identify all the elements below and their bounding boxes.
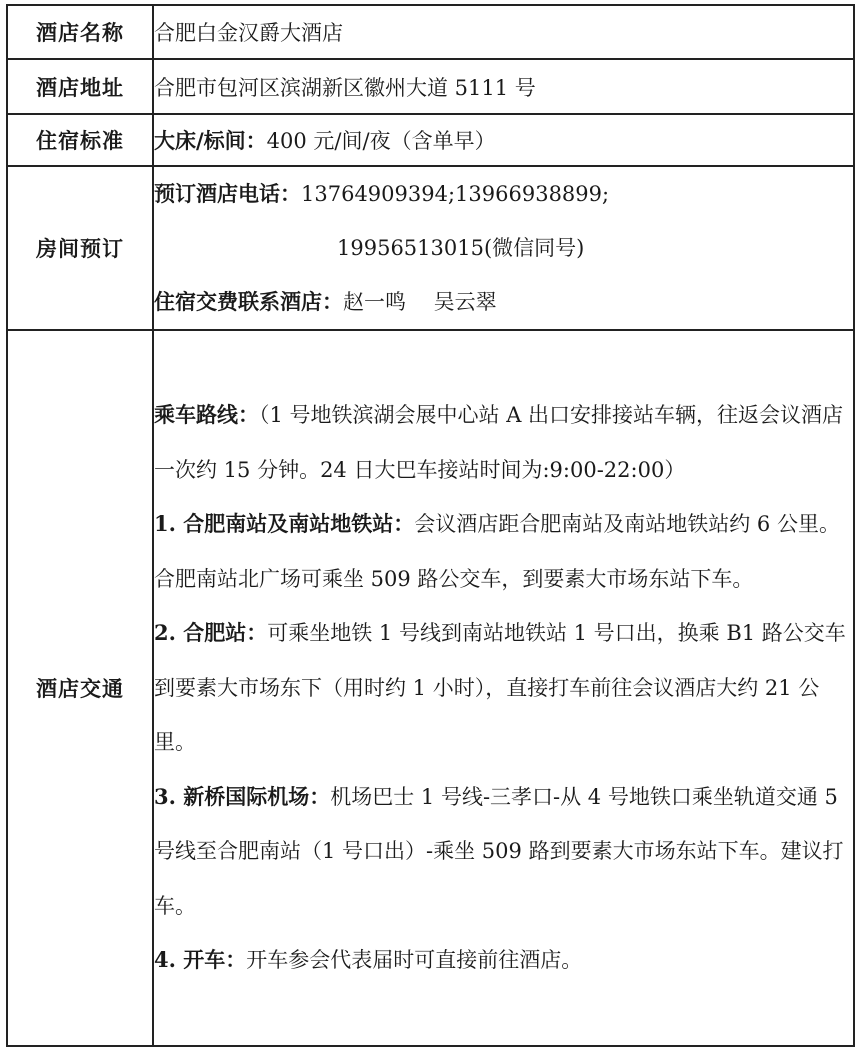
label-room-standard: 住宿标准 <box>7 114 153 166</box>
traffic-route-label: 乘车路线： <box>154 402 259 428</box>
label-hotel-address: 酒店地址 <box>7 59 153 114</box>
label-room-booking: 房间预订 <box>7 166 153 330</box>
value-room-standard <box>153 114 854 166</box>
booking-contact-label: 住宿交费联系酒店： <box>154 289 343 314</box>
row-hotel-address <box>7 59 854 114</box>
label-hotel-name: 酒店名称 <box>7 5 153 59</box>
traffic-item-title: 4. 开车： <box>154 947 247 973</box>
booking-phone-wechat: 19956513015(微信同号) <box>337 236 585 260</box>
value-hotel-name: 合肥白金汉爵大酒店 <box>153 5 854 59</box>
booking-phone-label: 预订酒店电话： <box>154 181 301 206</box>
traffic-item-title: 1. 合肥南站及南站地铁站： <box>154 511 415 537</box>
value-room-booking <box>153 166 854 330</box>
value-hotel-traffic <box>153 330 854 1046</box>
row-room-standard <box>7 114 854 166</box>
traffic-item <box>154 497 853 606</box>
traffic-route <box>154 388 853 497</box>
traffic-item-title: 2. 合肥站： <box>154 620 268 646</box>
traffic-item-text: 可乘坐地铁 1 号线到南站地铁站 1 号口出，换乘 B1 路公交车到要素大市场东下（用时约 1 小时），直接打车前往会议酒店大约 21 公里。 <box>154 621 846 755</box>
row-hotel-traffic <box>7 330 854 1046</box>
row-room-booking <box>7 166 854 330</box>
traffic-route-text: （1 号地铁滨湖会展中心站 A 出口安排接站车辆，往返会议酒店一次约 15 分钟。24 日大巴车接站时间为:9:00-22:00） <box>154 403 844 482</box>
traffic-item-title: 3. 新桥国际机场： <box>154 783 331 809</box>
traffic-item <box>154 770 853 934</box>
row-hotel-name <box>7 5 854 59</box>
value-hotel-address: 合肥市包河区滨湖新区徽州大道 5111 号 <box>153 59 854 114</box>
booking-contact-line <box>154 275 853 329</box>
traffic-item-text: 机场巴士 1 号线-三孝口-从 4 号地铁口乘坐轨道交通 5 号线至合肥南站（1 号口出）-乘坐 509 路到要素大市场东站下车。建议打车。 <box>154 784 844 918</box>
traffic-item-text: 会议酒店距合肥南站及南站地铁站约 6 公里。合肥南站北广场可乘坐 509 路公交车，到要素大市场东站下车。 <box>154 512 840 591</box>
booking-phone-line <box>154 167 853 221</box>
room-price: 400 元/间/夜（含单早） <box>266 129 496 153</box>
traffic-item <box>154 933 853 988</box>
booking-contact-names: 赵一鸣 吴云翠 <box>343 290 497 314</box>
hotel-info-table <box>6 4 855 1047</box>
room-type-label: 大床/标间： <box>154 128 267 153</box>
traffic-item-text: 开车参会代表届时可直接前往酒店。 <box>246 948 583 973</box>
traffic-item <box>154 606 853 770</box>
label-hotel-traffic: 酒店交通 <box>7 330 153 1046</box>
booking-phone-numbers: 13764909394;13966938899; <box>301 182 610 206</box>
